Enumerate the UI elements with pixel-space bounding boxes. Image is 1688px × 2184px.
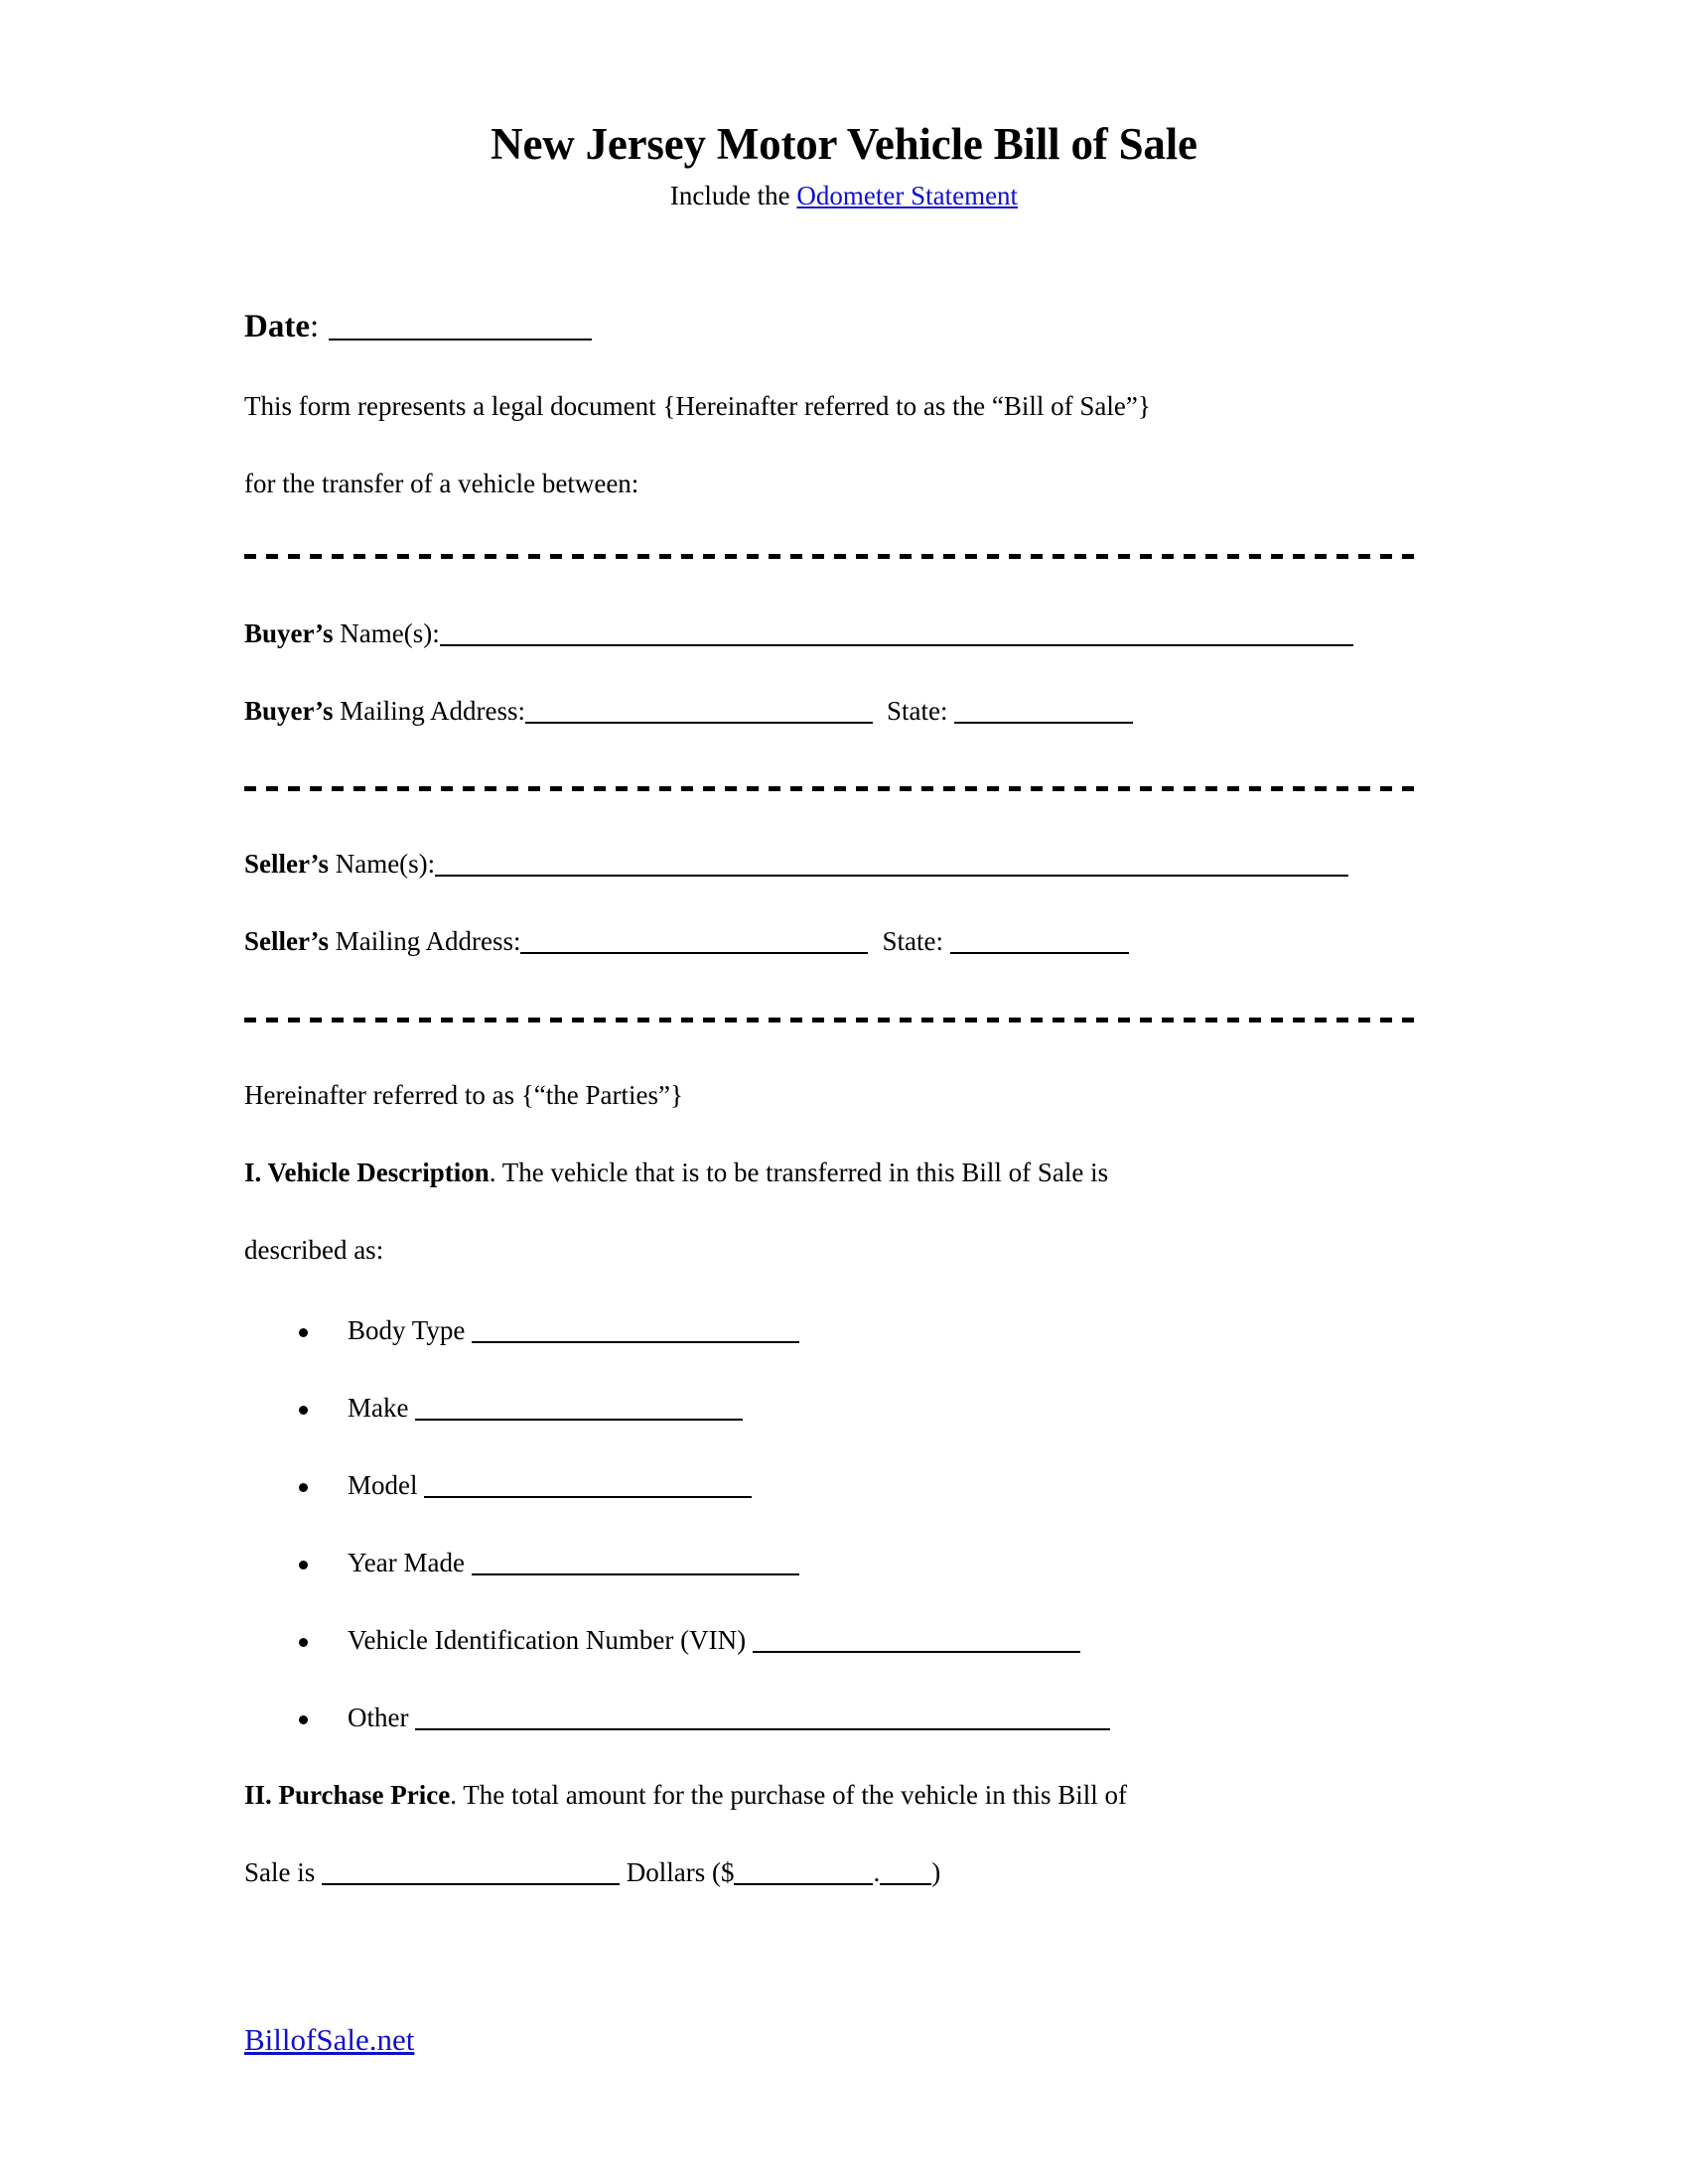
buyer-address-row	[244, 696, 1133, 727]
seller-state-blank[interactable]	[950, 932, 1129, 954]
section-price-heading: II. Purchase Price	[244, 1780, 451, 1810]
close-paren: )	[931, 1857, 941, 1887]
section-vehicle-body-line-1: . The vehicle that is to be transferred in this Bill of Sale is	[489, 1158, 1109, 1187]
bullet-item-content	[348, 1625, 1080, 1656]
purchase-amount-cents-blank[interactable]	[880, 1863, 931, 1885]
bullet-item-content	[348, 1548, 799, 1578]
document-subtitle	[0, 182, 1688, 211]
seller-address-blank[interactable]	[520, 932, 868, 954]
seller-name-label: Name(s):	[328, 849, 436, 879]
seller-address-strong: Seller’s	[244, 926, 329, 956]
bullet-icon	[299, 1406, 308, 1415]
buyer-name-row	[244, 618, 1353, 649]
seller-state-label: State:	[882, 926, 950, 956]
seller-name-blank[interactable]	[435, 855, 1348, 877]
odometer-statement-link[interactable]: Odometer Statement	[796, 181, 1019, 210]
subtitle-prefix-text: Include the	[669, 181, 797, 210]
bullet-label-other: Other	[348, 1703, 416, 1732]
dollars-label: Dollars ($	[620, 1857, 735, 1887]
divider-top	[244, 552, 1418, 560]
bullet-label-model: Model	[348, 1470, 425, 1500]
intro-line-2: for the transfer of a vehicle between:	[244, 469, 639, 498]
bullet-blank-other[interactable]	[415, 1710, 1110, 1730]
date-colon: :	[309, 309, 320, 344]
buyer-state-blank[interactable]	[954, 702, 1133, 724]
purchase-amount-dollars-blank[interactable]	[734, 1863, 873, 1885]
section-price-heading-row	[244, 1780, 1127, 1811]
bullet-blank-year-made[interactable]	[472, 1556, 799, 1575]
bullet-blank-model[interactable]	[424, 1478, 752, 1498]
seller-address-row	[244, 926, 1129, 957]
bullet-label-year-made: Year Made	[348, 1548, 472, 1577]
bullet-icon	[299, 1715, 308, 1724]
date-field-row	[244, 309, 592, 346]
divider-bottom	[244, 1016, 1418, 1024]
footer-site-link[interactable]: BillofSale.net	[244, 2022, 415, 2057]
purchase-amount-words-blank[interactable]	[322, 1863, 620, 1885]
bullet-item-content	[348, 1315, 799, 1346]
page-title: New Jersey Motor Vehicle Bill of Sale	[491, 119, 1197, 169]
bullet-blank-make[interactable]	[415, 1401, 743, 1421]
buyer-address-label: Mailing Address:	[333, 696, 525, 726]
bullet-item-content	[348, 1703, 1110, 1733]
decimal-point: .	[873, 1857, 881, 1887]
sale-is-label: Sale is	[244, 1857, 322, 1887]
bullet-label-make: Make	[348, 1393, 416, 1423]
parties-note: Hereinafter referred to as {“the Parties”}	[244, 1080, 683, 1110]
intro-line-1: This form represents a legal document {Hereinafter referred to as the “Bill of Sale”}	[244, 391, 1151, 421]
bullet-label-vin: Vehicle Identification Number (VIN)	[348, 1625, 753, 1655]
bullet-icon	[299, 1561, 308, 1570]
bullet-icon	[299, 1328, 308, 1337]
section-vehicle-body-line-2: described as:	[244, 1235, 384, 1265]
divider-middle	[244, 784, 1418, 792]
bullet-label-body-type: Body Type	[348, 1315, 473, 1345]
section-price-body-line-1: . The total amount for the purchase of the vehicle in this Bill of	[450, 1780, 1128, 1810]
bullet-item-content	[348, 1470, 752, 1501]
date-blank[interactable]	[329, 319, 592, 341]
bullet-blank-body-type[interactable]	[472, 1323, 799, 1343]
buyer-address-strong: Buyer’s	[244, 696, 334, 726]
buyer-state-label: State:	[886, 696, 955, 726]
section-vehicle-heading-row	[244, 1158, 1108, 1188]
bullet-icon	[299, 1638, 308, 1647]
buyer-address-blank[interactable]	[525, 702, 873, 724]
section-price-amount-row	[244, 1857, 940, 1888]
bullet-blank-vin[interactable]	[753, 1633, 1080, 1653]
date-label: Date	[244, 309, 310, 344]
buyer-name-blank[interactable]	[440, 624, 1353, 646]
section-vehicle-heading: I. Vehicle Description	[244, 1158, 490, 1187]
seller-name-strong: Seller’s	[244, 849, 329, 879]
buyer-name-label: Name(s):	[333, 618, 440, 648]
seller-name-row	[244, 849, 1348, 880]
seller-address-label: Mailing Address:	[328, 926, 521, 956]
bullet-item-content	[348, 1393, 743, 1424]
buyer-name-strong: Buyer’s	[244, 618, 334, 648]
bullet-icon	[299, 1483, 308, 1492]
